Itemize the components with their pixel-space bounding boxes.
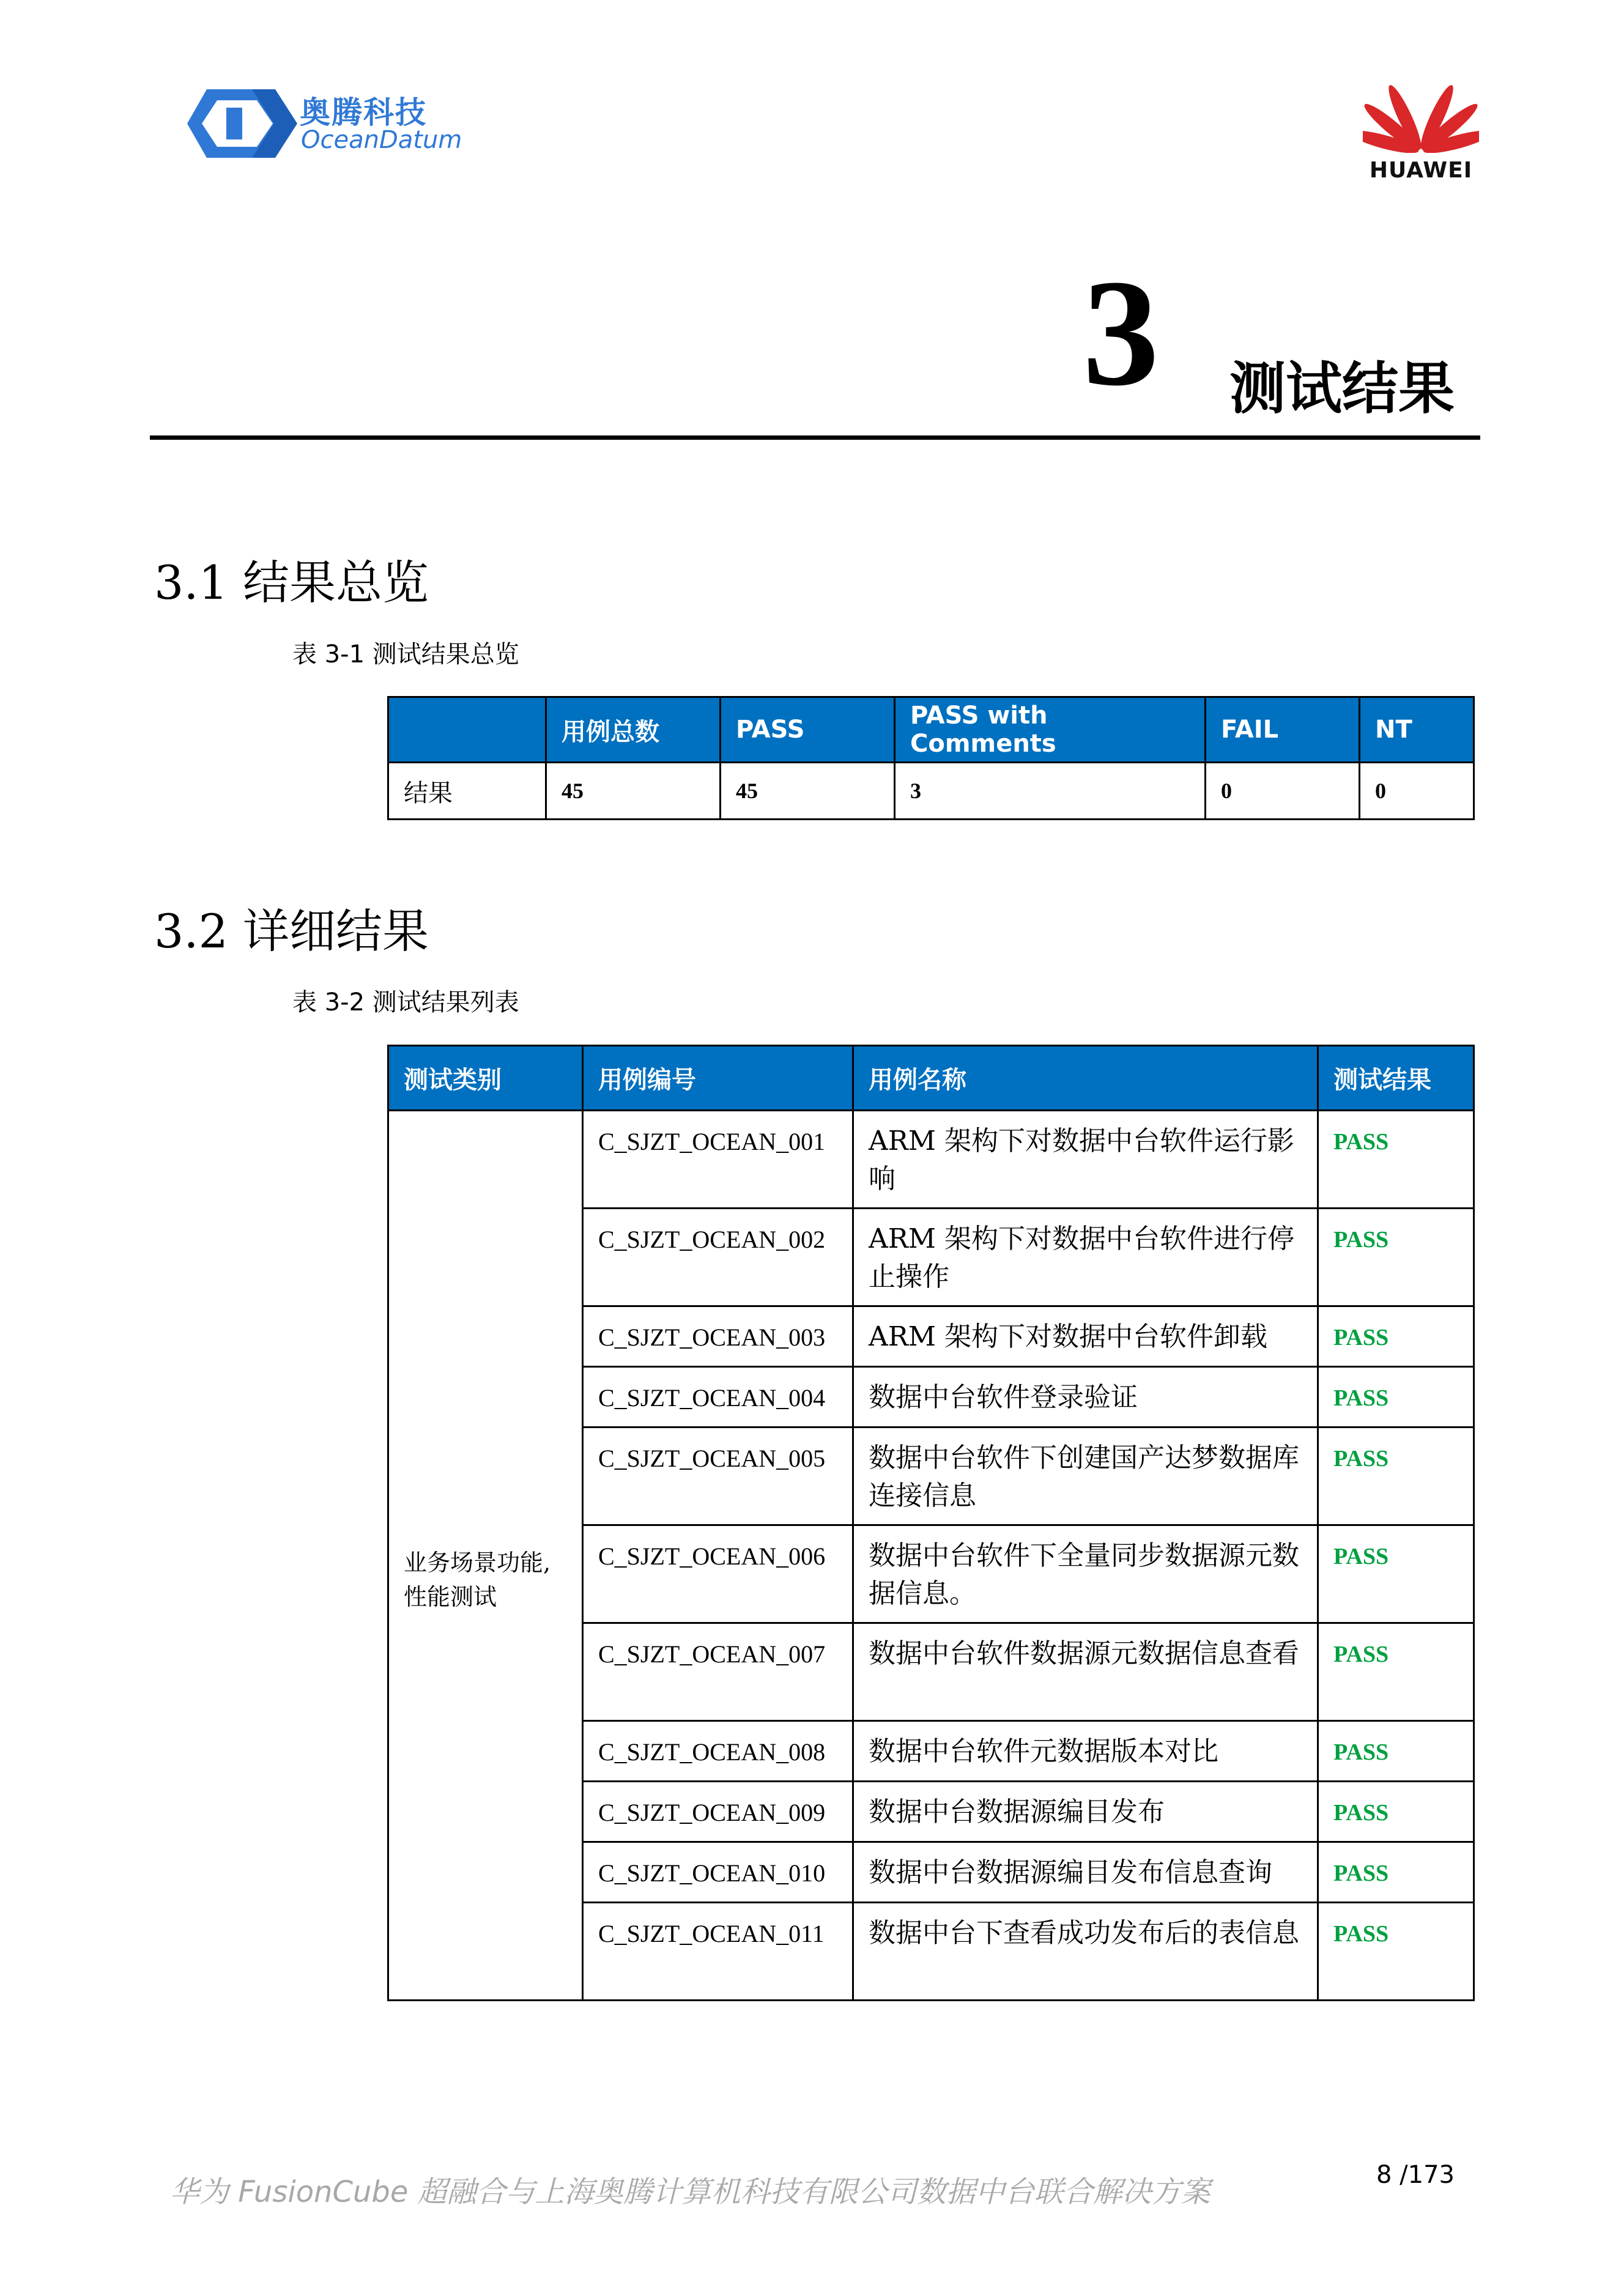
case-name: 数据中台数据源编目发布信息查询 xyxy=(853,1842,1318,1903)
huawei-logo xyxy=(1363,73,1479,190)
chapter-title: 测试结果 xyxy=(1229,356,1455,421)
chapter-number: 3 xyxy=(1083,248,1159,418)
case-name: ARM 架构下对数据中台软件卸载 xyxy=(853,1306,1318,1367)
case-name: 数据中台软件数据源元数据信息查看 xyxy=(853,1623,1318,1721)
summary-table xyxy=(387,696,1475,820)
case-id: C_SJZT_OCEAN_008 xyxy=(583,1721,853,1782)
case-result: PASS xyxy=(1318,1428,1474,1525)
company-name-en: OceanDatum xyxy=(301,126,462,154)
section-heading-overview: 3.1 结果总览 xyxy=(154,555,429,610)
detail-header-cell: 用例编号 xyxy=(583,1046,853,1111)
summary-total-cases: 45 xyxy=(546,763,721,820)
summary-pass: 45 xyxy=(721,763,895,820)
case-id: C_SJZT_OCEAN_004 xyxy=(583,1367,853,1428)
summary-pass-with-comments: 3 xyxy=(895,763,1206,820)
summary-fail: 0 xyxy=(1206,763,1360,820)
page-number: 8 /173 xyxy=(1376,2161,1455,2189)
case-id: C_SJZT_OCEAN_005 xyxy=(583,1428,853,1525)
chapter-divider xyxy=(150,435,1480,440)
case-result: PASS xyxy=(1318,1367,1474,1428)
summary-header-cell: PASS with Comments xyxy=(895,697,1206,763)
oceandatum-logo-icon xyxy=(184,86,300,165)
summary-table-row xyxy=(388,763,1474,820)
case-id: C_SJZT_OCEAN_007 xyxy=(583,1623,853,1721)
huawei-logo-icon xyxy=(1363,73,1479,153)
case-result: PASS xyxy=(1318,1306,1474,1367)
detail-header-cell: 测试结果 xyxy=(1318,1046,1474,1111)
detail-header-cell: 测试类别 xyxy=(388,1046,583,1111)
case-id: C_SJZT_OCEAN_006 xyxy=(583,1525,853,1623)
summary-row-label: 结果 xyxy=(388,763,546,820)
summary-header-cell: 用例总数 xyxy=(546,697,721,763)
company-name-cn: 奥腾科技 xyxy=(300,95,427,130)
table-caption-details: 表 3-2 测试结果列表 xyxy=(292,988,519,1017)
case-result: PASS xyxy=(1318,1782,1474,1842)
test-category: 业务场景功能,性能测试 xyxy=(388,1111,583,2001)
case-id: C_SJZT_OCEAN_002 xyxy=(583,1209,853,1306)
summary-header-cell: NT xyxy=(1360,697,1474,763)
detail-table xyxy=(387,1045,1475,2001)
summary-nt: 0 xyxy=(1360,763,1474,820)
table-caption-overview: 表 3-1 测试结果总览 xyxy=(292,640,519,668)
case-name: 数据中台下查看成功发布后的表信息 xyxy=(853,1903,1318,2001)
case-result: PASS xyxy=(1318,1209,1474,1306)
case-id: C_SJZT_OCEAN_011 xyxy=(583,1903,853,2001)
case-name: 数据中台软件元数据版本对比 xyxy=(853,1721,1318,1782)
detail-header-cell: 用例名称 xyxy=(853,1046,1318,1111)
detail-table-header xyxy=(388,1046,1474,1111)
case-name: 数据中台软件下全量同步数据源元数据信息。 xyxy=(853,1525,1318,1623)
case-result: PASS xyxy=(1318,1903,1474,2001)
summary-table-header xyxy=(388,697,1474,763)
summary-header-cell: PASS xyxy=(721,697,895,763)
case-result: PASS xyxy=(1318,1525,1474,1623)
case-result: PASS xyxy=(1318,1842,1474,1903)
case-result: PASS xyxy=(1318,1721,1474,1782)
case-name: ARM 架构下对数据中台软件进行停止操作 xyxy=(853,1209,1318,1306)
case-name: ARM 架构下对数据中台软件运行影响 xyxy=(853,1111,1318,1209)
summary-header-cell xyxy=(388,697,546,763)
case-name: 数据中台数据源编目发布 xyxy=(853,1782,1318,1842)
footer-document-title: 华为 FusionCube 超融合与上海奥腾计算机科技有限公司数据中台联合解决方案 xyxy=(170,2175,1211,2209)
case-id: C_SJZT_OCEAN_010 xyxy=(583,1842,853,1903)
oceandatum-logo xyxy=(184,86,462,165)
case-id: C_SJZT_OCEAN_003 xyxy=(583,1306,853,1367)
case-name: 数据中台软件登录验证 xyxy=(853,1367,1318,1428)
table-row xyxy=(388,1111,1474,1209)
case-name: 数据中台软件下创建国产达梦数据库连接信息 xyxy=(853,1428,1318,1525)
case-result: PASS xyxy=(1318,1623,1474,1721)
case-id: C_SJZT_OCEAN_001 xyxy=(583,1111,853,1209)
section-heading-details: 3.2 详细结果 xyxy=(154,904,429,958)
case-result: PASS xyxy=(1318,1111,1474,1209)
huawei-logo-text: HUAWEI xyxy=(1369,158,1473,183)
case-id: C_SJZT_OCEAN_009 xyxy=(583,1782,853,1842)
summary-header-cell: FAIL xyxy=(1206,697,1360,763)
